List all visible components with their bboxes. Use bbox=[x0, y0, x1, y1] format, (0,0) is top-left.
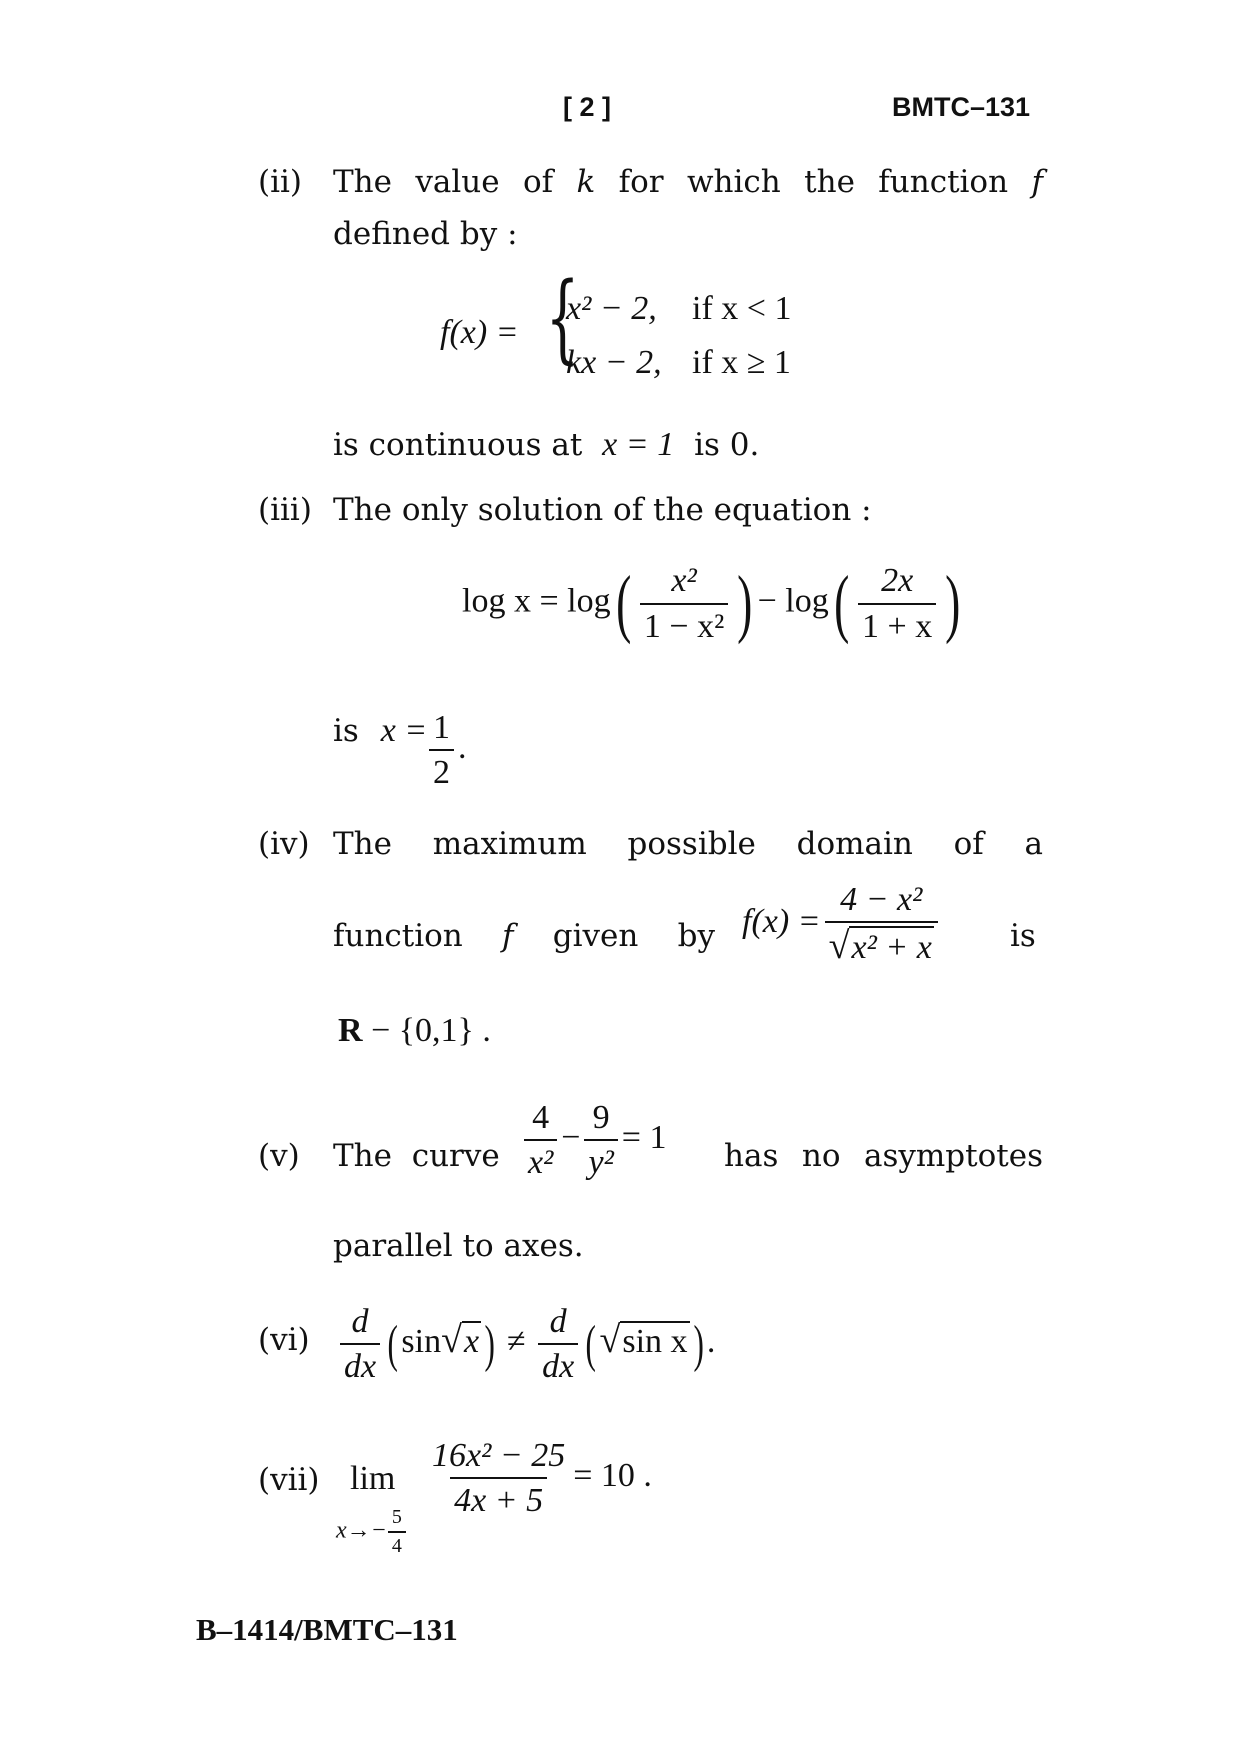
limit-word: lim bbox=[350, 1460, 396, 1497]
footer-code: B–1414/BMTC–131 bbox=[196, 1612, 458, 1647]
item-v-words-before: The curve bbox=[333, 1138, 500, 1174]
item-v-line2: parallel to axes. bbox=[333, 1228, 584, 1264]
piecewise-case1-cond: if x < 1 bbox=[692, 290, 792, 327]
item-iii-line1: The only solution of the equation : bbox=[333, 492, 872, 528]
item-iv-is: is bbox=[1010, 918, 1036, 954]
domain-answer: R − {0,1} . bbox=[338, 1012, 491, 1049]
item-iv-line2: function f given by bbox=[333, 918, 715, 954]
piecewise-case2-cond: if x ≥ 1 bbox=[692, 344, 791, 381]
item-label-iv: (iv) bbox=[258, 826, 310, 862]
item-label-vi: (vi) bbox=[258, 1322, 310, 1358]
item-label-v: (v) bbox=[258, 1138, 300, 1174]
item-label-iii: (iii) bbox=[258, 492, 312, 528]
limit-fraction: $\frac{\text{16x² − 25}}{4x + 5}$ = 10 . bbox=[432, 1437, 652, 1520]
item-ii-line2: defined by : bbox=[333, 216, 518, 252]
piecewise-fx: f(x) = bbox=[440, 314, 519, 351]
item-ii-line1: The value of k for which the function f bbox=[333, 164, 1043, 200]
piecewise-case1-expr: x² − 2, bbox=[566, 290, 657, 327]
item-v-words-after: has no asymptotes bbox=[724, 1138, 1043, 1174]
item-ii-conclusion: is continuous at x = 1 is 0. bbox=[333, 426, 760, 463]
item-label-ii: (ii) bbox=[258, 164, 303, 200]
domain-function: f(x) = $\frac{\text{4 − x²}}{\text{√x² + x}}$ bbox=[742, 880, 942, 969]
item-iii-answer: is x = bbox=[333, 712, 428, 749]
item-iv-line1: The maximum possible domain of a bbox=[333, 826, 1043, 862]
piecewise-brace: { bbox=[545, 262, 580, 374]
derivative-inequality: $\frac{d}{dx}$ ( sin√x ) ≠ $\frac{d}{dx}$ (√sin x ) . bbox=[336, 1302, 715, 1386]
limit-subscript: x→− $\frac{5}{4}$ bbox=[336, 1506, 406, 1558]
piecewise-case2-expr: kx − 2, bbox=[566, 344, 662, 381]
page-number: [ 2 ] bbox=[563, 92, 612, 122]
curve-equation: $\frac{4}{\text{x²}}$ − $\frac{9}{\text{y²}}$ = 1 bbox=[520, 1098, 666, 1182]
course-code: BMTC–131 bbox=[892, 92, 1031, 122]
item-label-vii: (vii) bbox=[258, 1462, 320, 1498]
log-equation: log x = log( $\frac{\text{x²}}{\text{1 − x²}}$ ) − log( $\frac{2x}{1 + x}$ ) bbox=[462, 561, 961, 645]
answer-fraction: $\frac{1}{2}$ . bbox=[425, 708, 467, 792]
